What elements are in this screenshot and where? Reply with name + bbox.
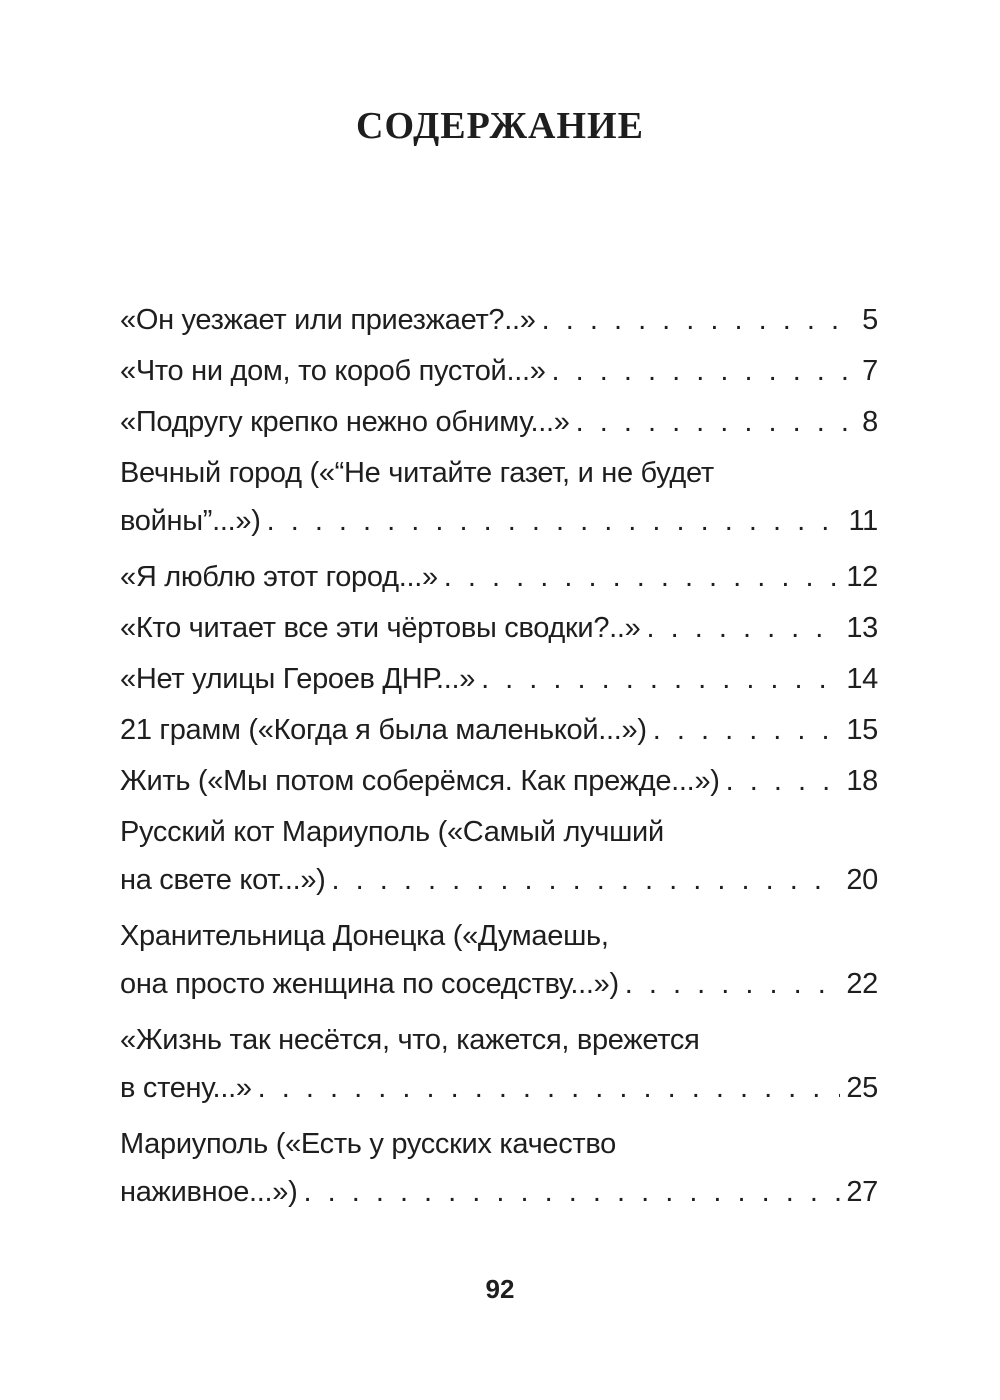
page-number: 92 (485, 1274, 515, 1304)
toc-line (120, 655, 878, 703)
toc-line (120, 757, 878, 805)
toc-entry-title-line: «Жизнь так несётся, что, кажется, врежется (120, 1024, 700, 1056)
toc-entry-title-line: Хранительница Донецка («Думаешь, (120, 920, 609, 952)
toc-entry-title: «Нет улицы Героев ДНР...» (120, 663, 476, 695)
toc-line (120, 497, 878, 545)
dot-leader (303, 1168, 840, 1216)
toc-entry-title: «Он уезжает или приезжает?..» (120, 304, 536, 336)
toc-line (120, 706, 878, 754)
toc-entry-page: 15 (846, 714, 878, 746)
toc-entry-page: 8 (862, 406, 878, 438)
toc-entry-title: на свете кот...») (120, 864, 326, 896)
toc-entry-page: 11 (848, 505, 878, 537)
dot-leader (444, 553, 841, 601)
toc-entry-page: 25 (846, 1072, 878, 1104)
toc-entry[interactable] (120, 808, 878, 912)
toc-line (120, 604, 878, 652)
dot-leader (542, 296, 857, 344)
toc-entry-title: «Что ни дом, то короб пустой...» (120, 355, 546, 387)
toc-entry-title-line: Русский кот Мариуполь («Самый лучший (120, 816, 664, 848)
dot-leader (481, 655, 840, 703)
toc-entry-page: 20 (846, 864, 878, 896)
toc-line (120, 296, 878, 344)
toc-entry[interactable] (120, 1120, 878, 1224)
toc-entry-page: 13 (846, 612, 878, 644)
dot-leader (267, 497, 843, 545)
dot-leader (576, 398, 857, 446)
toc-line (120, 1064, 878, 1112)
dot-leader (552, 347, 857, 395)
toc-entry-title-line: Вечный город («“Не читайте газет, и не будет (120, 457, 714, 489)
dot-leader (647, 604, 841, 652)
toc-entry-title: наживное...») (120, 1176, 298, 1208)
dot-leader (726, 757, 841, 805)
toc-entry-title: в стену...» (120, 1072, 252, 1104)
toc-entry[interactable] (120, 604, 878, 655)
toc-entry-page: 14 (846, 663, 878, 695)
toc-entry-page: 12 (846, 561, 878, 593)
dot-leader (332, 856, 841, 904)
toc-entry-title: войны”...») (120, 505, 261, 537)
toc-entry-page: 27 (846, 1176, 878, 1208)
dot-leader (258, 1064, 841, 1112)
table-of-contents (120, 296, 878, 1224)
toc-line (120, 347, 878, 395)
toc-entry-title-line: Мариуполь («Есть у русских качество (120, 1128, 616, 1160)
toc-entry[interactable] (120, 347, 878, 398)
toc-line (120, 856, 878, 904)
toc-entry-title: «Я люблю этот город...» (120, 561, 438, 593)
toc-entry-title: «Подругу крепко нежно обниму...» (120, 406, 570, 438)
toc-entry[interactable] (120, 706, 878, 757)
toc-entry-page: 18 (846, 765, 878, 797)
toc-entry-page: 5 (862, 304, 878, 336)
toc-entry[interactable] (120, 398, 878, 449)
toc-entry[interactable] (120, 757, 878, 808)
toc-entry-title: 21 грамм («Когда я была маленькой...») (120, 714, 647, 746)
toc-line (120, 398, 878, 446)
toc-entry-title: она просто женщина по соседству...») (120, 968, 619, 1000)
toc-entry-page: 7 (862, 355, 878, 387)
toc-entry[interactable] (120, 449, 878, 553)
toc-entry-title: «Кто читает все эти чёртовы сводки?..» (120, 612, 641, 644)
toc-entry-title: Жить («Мы потом соберёмся. Как прежде...») (120, 765, 720, 797)
toc-line (120, 553, 878, 601)
toc-entry[interactable] (120, 912, 878, 1016)
toc-line (120, 1168, 878, 1216)
toc-entry[interactable] (120, 553, 878, 604)
toc-entry[interactable] (120, 655, 878, 706)
toc-entry-page: 22 (846, 968, 878, 1000)
page-title: СОДЕРЖАНИЕ (356, 105, 644, 147)
dot-leader (625, 960, 841, 1008)
toc-line (120, 960, 878, 1008)
toc-entry[interactable] (120, 296, 878, 347)
dot-leader (653, 706, 841, 754)
toc-entry[interactable] (120, 1016, 878, 1120)
